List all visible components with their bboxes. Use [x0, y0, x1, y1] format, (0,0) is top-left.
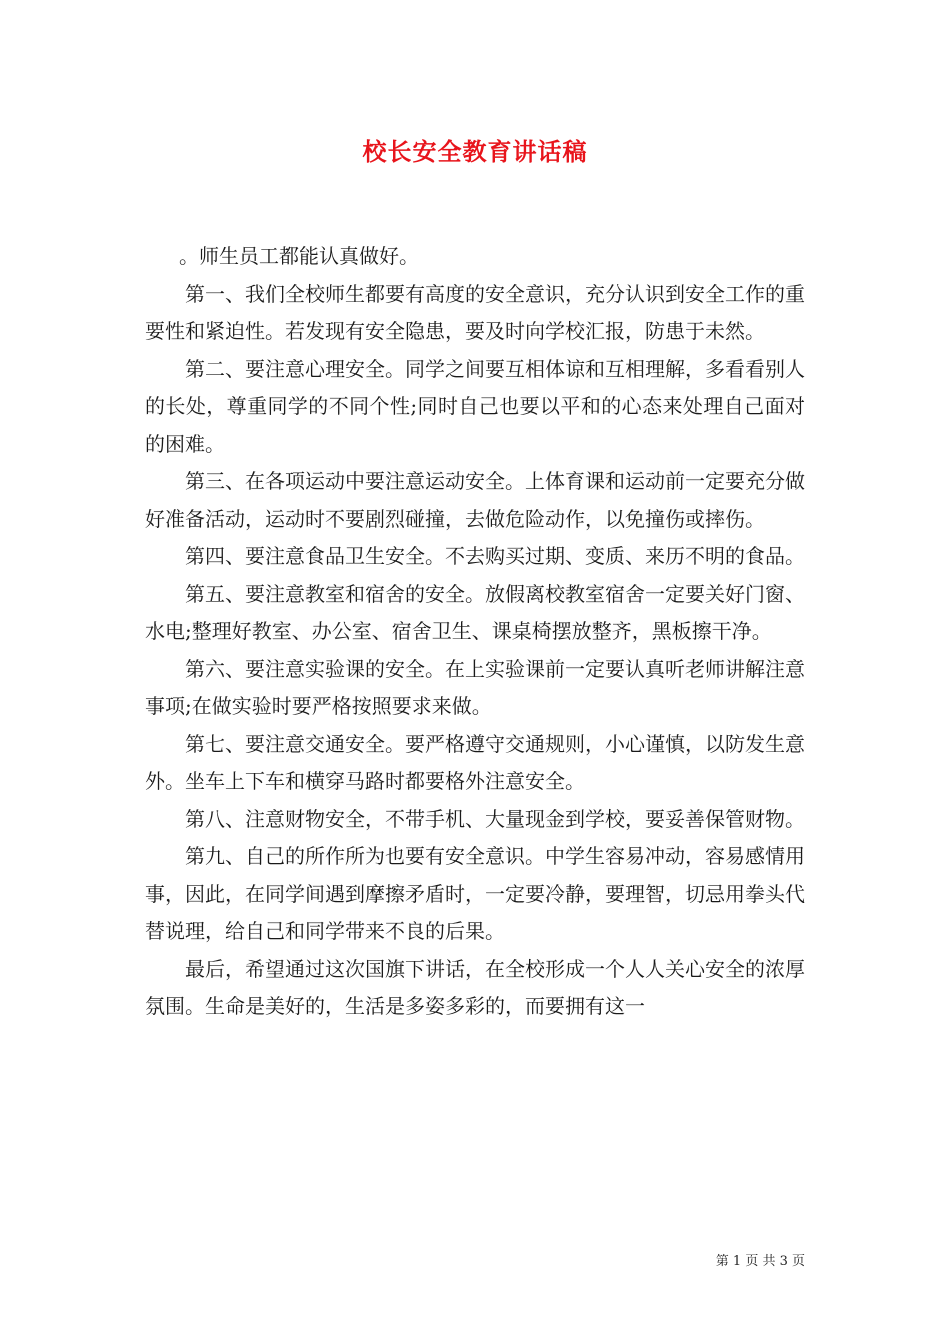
paragraph-9: 第九、自己的所作所为也要有安全意识。中学生容易冲动，容易感情用事，因此，在同学间遇到摩擦矛盾时，一定要冷静，要理智，切忌用拳头代替说理，给自己和同学带来不良的后果。 [145, 844, 805, 943]
paragraph-6: 第六、要注意实验课的安全。在上实验课前一定要认真听老师讲解注意事项;在做实验时要严格按照要求来做。 [145, 656, 805, 718]
document-title: 校长安全教育讲话稿 [362, 137, 588, 166]
paragraph-4: 第四、要注意食品卫生安全。不去购买过期、变质、来历不明的食品。 [185, 544, 805, 568]
paragraph-closing: 最后，希望通过这次国旗下讲话，在全校形成一个人人关心安全的浓厚氛围。生命是美好的，生活是多姿多彩的，而要拥有这一 [145, 956, 805, 1018]
paragraph-8: 第八、注意财物安全，不带手机、大量现金到学校，要妥善保管财物。 [185, 806, 805, 831]
paragraph-7: 第七、要注意交通安全。要严格遵守交通规则，小心谨慎，以防发生意外。坐车上下车和横穿马路时都要格外注意安全。 [145, 731, 805, 793]
paragraph-intro: 。师生员工都能认真做好。 [179, 244, 419, 268]
paragraph-3: 第三、在各项运动中要注意运动安全。上体育课和运动前一定要充分做好准备活动，运动时不要剧烈碰撞，去做危险动作，以免撞伤或摔伤。 [145, 469, 805, 531]
paragraph-1: 第一、我们全校师生都要有高度的安全意识，充分认识到安全工作的重要性和紧迫性。若发现有安全隐患，要及时向学校汇报，防患于未然。 [145, 281, 805, 343]
paragraph-5: 第五、要注意教室和宿舍的安全。放假离校教室宿舍一定要关好门窗、水电;整理好教室、办公室、宿舍卫生、课桌椅摆放整齐，黑板擦干净。 [145, 581, 805, 643]
page-number: 第 1 页 共 3 页 [715, 1254, 805, 1269]
document-body [145, 238, 805, 1026]
paragraph-2: 第二、要注意心理安全。同学之间要互相体谅和互相理解，多看看别人的长处，尊重同学的不同个性;同时自己也要以平和的心态来处理自己面对的困难。 [145, 356, 805, 456]
